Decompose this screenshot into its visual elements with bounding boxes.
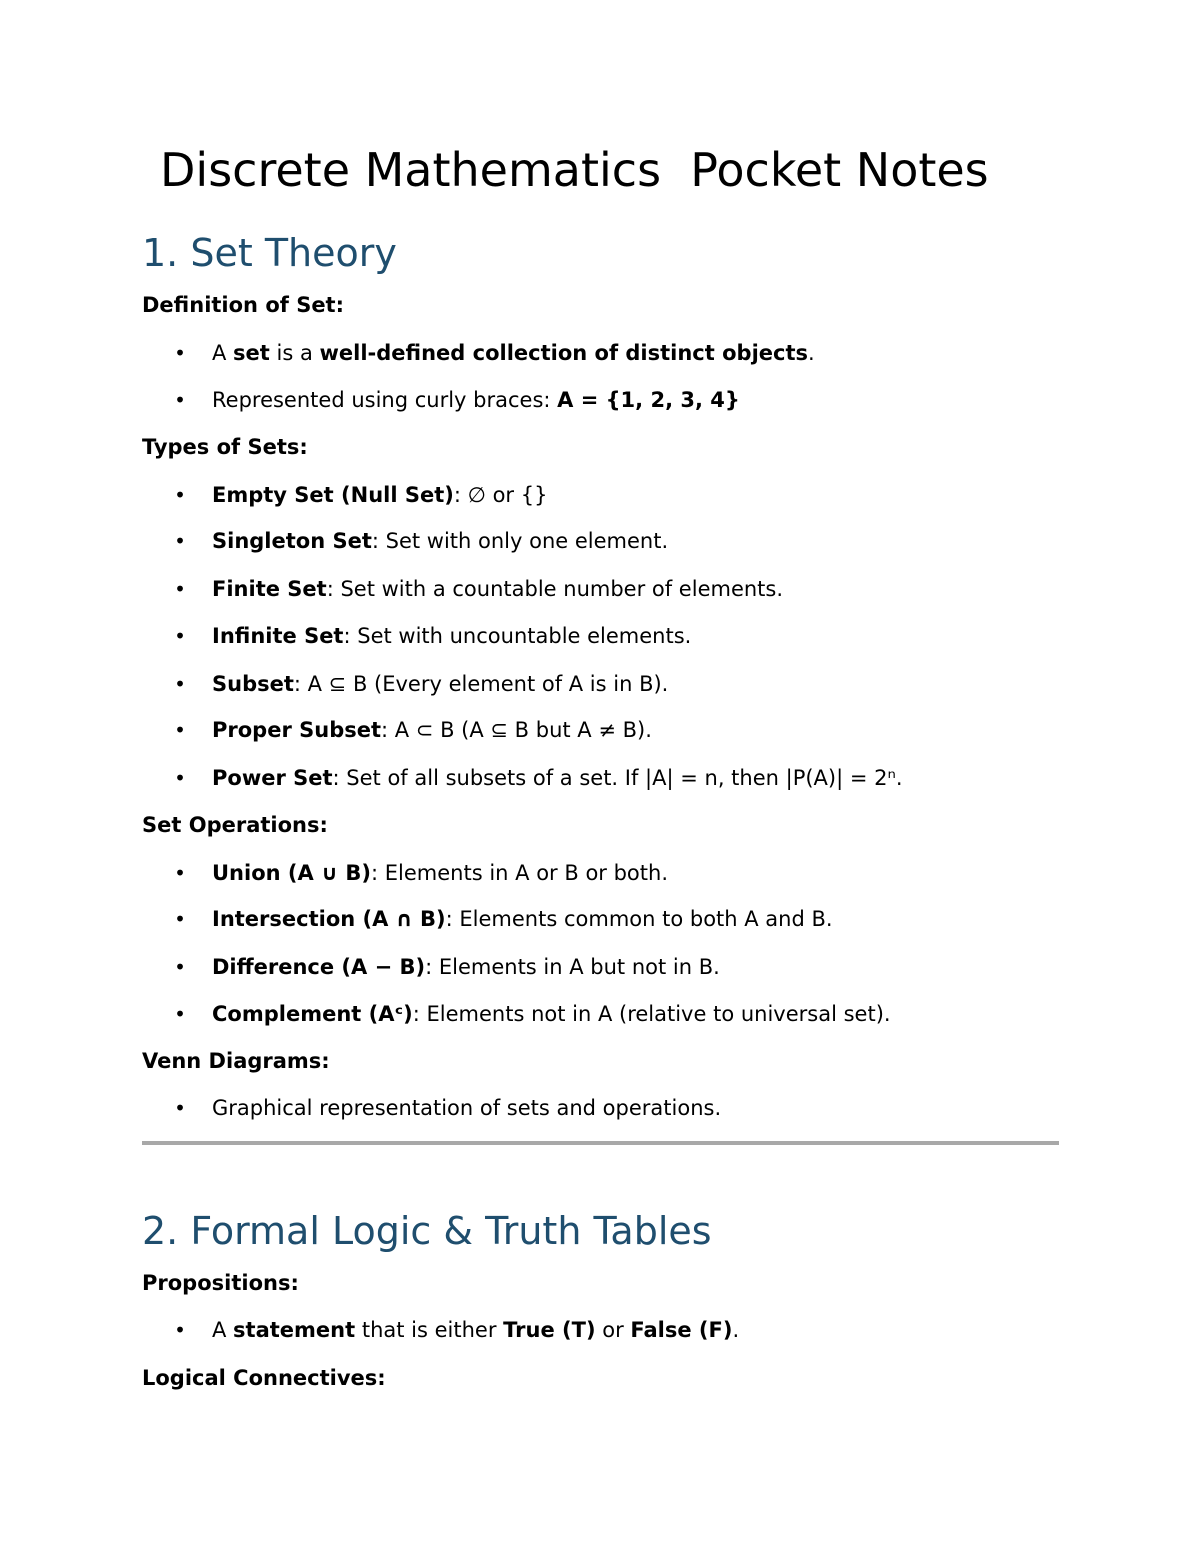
bold-text: Complement (Aᶜ) [212,1002,413,1026]
subheading: Logical Connectives: [142,1366,386,1390]
section-title: 2. Formal Logic & Truth Tables [142,1209,712,1253]
text-run: : Elements not in A (relative to universal set). [412,1002,891,1026]
bold-text: True (T) [503,1318,596,1342]
text-run: Graphical representation of sets and operations. [212,1096,722,1120]
bold-text: well-defined collection of distinct objects [319,341,808,365]
text-run: : Elements common to both A and B. [445,907,833,931]
document-title: Discrete Mathematics Pocket Notes [160,143,989,197]
text-run: . [732,1318,740,1342]
bullet-icon: • [174,907,186,931]
bold-text: Empty Set (Null Set) [212,483,454,507]
bold-text: Subset [212,672,294,696]
text-run: : Elements in A but not in B. [425,955,720,979]
bullet-icon: • [174,766,186,790]
list-item-text [212,998,891,1030]
bold-text: Difference (A − B) [212,955,426,979]
text-run: : A ⊂ B (A ⊆ B but A ≠ B). [381,718,652,742]
subheading: Propositions: [142,1271,299,1295]
list-item-text [212,762,903,794]
bold-text: Intersection (A ∩ B) [212,907,446,931]
text-run: : A ⊆ B (Every element of A is in B). [293,672,669,696]
list-item-text [212,337,815,369]
text-run: : Set with a countable number of elements. [326,577,784,601]
bold-text: Infinite Set [212,624,344,648]
text-run: : Set with only one element. [371,529,669,553]
bullet-icon: • [174,577,186,601]
list-item-text [212,479,547,511]
bold-text: False (F) [630,1318,733,1342]
bullet-icon: • [174,341,186,365]
bullet-icon: • [174,955,186,979]
text-run: that is either [355,1318,504,1342]
text-run: : ∅ or {} [453,483,548,507]
bullet-icon: • [174,624,186,648]
bold-text: set [233,341,270,365]
text-run: Represented using curly braces: [212,388,558,412]
subheading: Venn Diagrams: [142,1049,330,1073]
subheading: Definition of Set: [142,293,344,317]
list-item-text [212,525,668,557]
list-item-text [212,1092,721,1124]
list-item-text [212,668,668,700]
text-run: : Elements in A or B or both. [371,861,668,885]
text-run: A [212,341,234,365]
text-run: or [595,1318,631,1342]
section-title: 1. Set Theory [142,231,397,275]
list-item-text [212,951,720,983]
text-run: . [808,341,815,365]
subheading: Set Operations: [142,813,328,837]
bold-text: Proper Subset [212,718,382,742]
list-item-text [212,573,783,605]
list-item-text [212,384,740,416]
bullet-icon: • [174,718,186,742]
text-run: is a [269,341,320,365]
bullet-icon: • [174,483,186,507]
list-item-text [212,903,833,935]
bullet-icon: • [174,529,186,553]
horizontal-rule [142,1141,1059,1145]
bullet-icon: • [174,1096,186,1120]
bullet-icon: • [174,861,186,885]
text-run: A [212,1318,234,1342]
subheading: Types of Sets: [142,435,308,459]
bold-text: statement [233,1318,356,1342]
bullet-icon: • [174,1002,186,1026]
bullet-icon: • [174,672,186,696]
list-item-text [212,1314,739,1346]
text-run: : Set of all subsets of a set. If |A| = n, then |P(A)| = 2ⁿ. [332,766,903,790]
bold-text: Finite Set [212,577,327,601]
bold-text: Singleton Set [212,529,372,553]
bullet-icon: • [174,388,186,412]
bold-text: Union (A ∪ B) [212,861,372,885]
bold-text: A = {1, 2, 3, 4} [557,388,740,412]
list-item-text [212,620,691,652]
list-item-text [212,714,652,746]
bold-text: Power Set [212,766,333,790]
list-item-text [212,857,668,889]
text-run: : Set with uncountable elements. [343,624,692,648]
bullet-icon: • [174,1318,186,1342]
